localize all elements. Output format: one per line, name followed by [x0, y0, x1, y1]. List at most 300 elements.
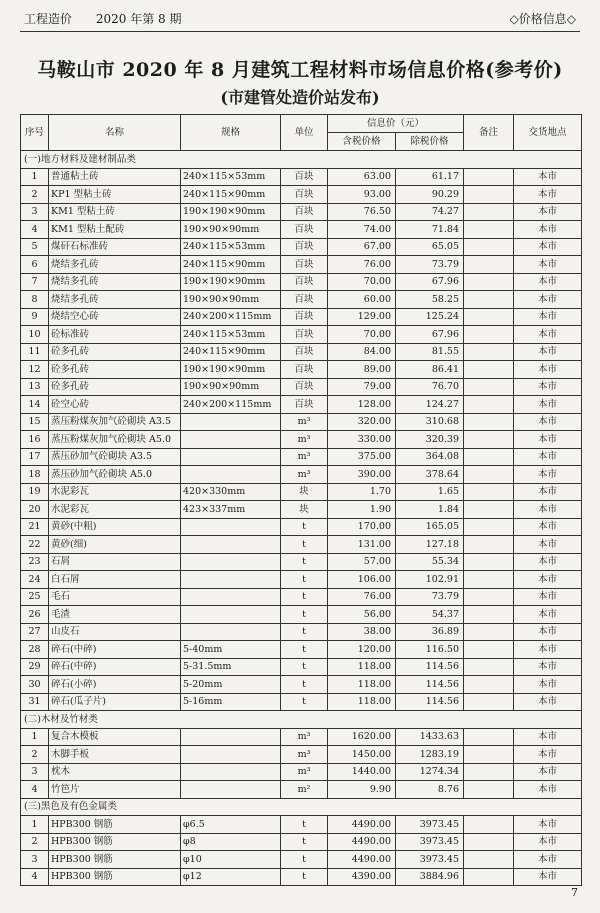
section-row [21, 798, 582, 816]
unit: t [281, 693, 328, 711]
spec: 420×330mm [181, 483, 281, 501]
price-tax-excl: 76.70 [396, 378, 464, 396]
price-tax-excl: 90.29 [396, 186, 464, 204]
unit: m³ [281, 746, 328, 764]
price-tax-incl: 1450.00 [328, 746, 396, 764]
col-name: 名称 [49, 115, 181, 151]
price-tax-incl: 63.00 [328, 168, 396, 186]
remark [464, 361, 514, 379]
remark [464, 553, 514, 571]
journal-issue: 2020 年第 8 期 [95, 12, 182, 26]
remark [464, 763, 514, 781]
delivery-place: 本市 [514, 221, 582, 239]
row-number: 5 [21, 238, 49, 256]
spec: 423×337mm [181, 501, 281, 519]
row-number: 21 [21, 518, 49, 536]
material-name: 碎石(中碎) [49, 658, 181, 676]
price-tax-excl: 86.41 [396, 361, 464, 379]
delivery-place: 本市 [514, 536, 582, 554]
delivery-place: 本市 [514, 641, 582, 659]
document-title: 马鞍山市 2020 年 8 月建筑工程材料市场信息价格(参考价) [37, 59, 563, 81]
unit: t [281, 833, 328, 851]
spec [181, 746, 281, 764]
remark [464, 606, 514, 624]
unit: t [281, 518, 328, 536]
price-tax-incl: 170.00 [328, 518, 396, 536]
material-name: 烧结空心砖 [49, 308, 181, 326]
material-name: 山皮石 [49, 623, 181, 641]
row-number: 4 [21, 221, 49, 239]
section-title: (一)地方材料及建材制品类 [21, 151, 582, 169]
remark [464, 291, 514, 309]
material-name: 复合木模板 [49, 728, 181, 746]
price-tax-excl: 1.65 [396, 483, 464, 501]
material-name: 碎石(瓜子片) [49, 693, 181, 711]
table-row [21, 501, 582, 519]
material-name: 黄砂(中粗) [49, 518, 181, 536]
unit: 块 [281, 501, 328, 519]
price-tax-excl: 74.27 [396, 203, 464, 221]
price-tax-incl: 118.00 [328, 658, 396, 676]
price-tax-incl: 93.00 [328, 186, 396, 204]
price-tax-incl: 1620.00 [328, 728, 396, 746]
spec: 240×115×53mm [181, 168, 281, 186]
table-row [21, 623, 582, 641]
delivery-place: 本市 [514, 676, 582, 694]
material-name: 砼标准砖 [49, 326, 181, 344]
row-number: 22 [21, 536, 49, 554]
remark [464, 413, 514, 431]
spec [181, 606, 281, 624]
row-number: 1 [21, 168, 49, 186]
remark [464, 746, 514, 764]
table-row [21, 203, 582, 221]
remark [464, 571, 514, 589]
material-name: 水泥彩瓦 [49, 483, 181, 501]
spec: 190×190×90mm [181, 203, 281, 221]
row-number: 9 [21, 308, 49, 326]
row-number: 31 [21, 693, 49, 711]
unit: t [281, 851, 328, 869]
price-tax-excl: 1433.63 [396, 728, 464, 746]
price-tax-incl: 76.00 [328, 256, 396, 274]
spec: 240×115×53mm [181, 238, 281, 256]
table-row [21, 238, 582, 256]
section-row [21, 151, 582, 169]
unit: t [281, 623, 328, 641]
spec [181, 728, 281, 746]
remark [464, 273, 514, 291]
delivery-place: 本市 [514, 501, 582, 519]
price-tax-incl: 84.00 [328, 343, 396, 361]
unit: 百块 [281, 256, 328, 274]
material-name: 竹笆片 [49, 781, 181, 799]
table-row [21, 361, 582, 379]
table-row [21, 658, 582, 676]
unit: 百块 [281, 308, 328, 326]
row-number: 3 [21, 851, 49, 869]
remark [464, 203, 514, 221]
price-tax-excl: 73.79 [396, 588, 464, 606]
price-table [20, 114, 582, 886]
row-number: 6 [21, 256, 49, 274]
delivery-place: 本市 [514, 658, 582, 676]
delivery-place: 本市 [514, 693, 582, 711]
price-tax-excl: 67.96 [396, 326, 464, 344]
document-subtitle: (市建管处造价站发布) [220, 88, 380, 107]
table-row [21, 413, 582, 431]
price-tax-excl: 102.91 [396, 571, 464, 589]
unit: 百块 [281, 186, 328, 204]
table-row [21, 291, 582, 309]
unit: m³ [281, 448, 328, 466]
spec: 5-40mm [181, 641, 281, 659]
price-tax-excl: 125.24 [396, 308, 464, 326]
spec [181, 623, 281, 641]
table-row [21, 606, 582, 624]
journal-name: 工程造价 [24, 12, 73, 26]
row-number: 10 [21, 326, 49, 344]
price-tax-excl: 114.56 [396, 658, 464, 676]
price-tax-excl: 1274.34 [396, 763, 464, 781]
material-name: 木脚手板 [49, 746, 181, 764]
unit: t [281, 536, 328, 554]
delivery-place: 本市 [514, 588, 582, 606]
spec: φ10 [181, 851, 281, 869]
row-number: 15 [21, 413, 49, 431]
price-tax-incl: 106.00 [328, 571, 396, 589]
table-row [21, 483, 582, 501]
row-number: 20 [21, 501, 49, 519]
remark [464, 588, 514, 606]
table-row [21, 273, 582, 291]
spec [181, 571, 281, 589]
row-number: 3 [21, 203, 49, 221]
header-divider [20, 31, 580, 32]
remark [464, 833, 514, 851]
price-tax-incl: 9.90 [328, 781, 396, 799]
spec: 190×90×90mm [181, 221, 281, 239]
unit: m³ [281, 466, 328, 484]
price-tax-excl: 1283.19 [396, 746, 464, 764]
table-row [21, 431, 582, 449]
delivery-place: 本市 [514, 203, 582, 221]
spec: 5-20mm [181, 676, 281, 694]
spec [181, 413, 281, 431]
material-name: 砼多孔砖 [49, 378, 181, 396]
row-number: 2 [21, 833, 49, 851]
price-tax-excl: 36.89 [396, 623, 464, 641]
remark [464, 536, 514, 554]
remark [464, 466, 514, 484]
material-name: 烧结多孔砖 [49, 273, 181, 291]
price-tax-excl: 114.56 [396, 676, 464, 694]
material-name: 蒸压砂加气砼砌块 A5.0 [49, 466, 181, 484]
row-number: 11 [21, 343, 49, 361]
delivery-place: 本市 [514, 868, 582, 886]
spec: φ6.5 [181, 816, 281, 834]
delivery-place: 本市 [514, 518, 582, 536]
unit: 百块 [281, 326, 328, 344]
material-name: HPB300 钢筋 [49, 851, 181, 869]
unit: 百块 [281, 203, 328, 221]
spec: 240×200×115mm [181, 396, 281, 414]
material-name: 石屑 [49, 553, 181, 571]
material-name: 碎石(中碎) [49, 641, 181, 659]
price-tax-excl: 364.08 [396, 448, 464, 466]
delivery-place: 本市 [514, 326, 582, 344]
delivery-place: 本市 [514, 763, 582, 781]
remark [464, 693, 514, 711]
spec [181, 466, 281, 484]
remark [464, 728, 514, 746]
unit: t [281, 553, 328, 571]
price-tax-incl: 74.00 [328, 221, 396, 239]
price-tax-excl: 3973.45 [396, 851, 464, 869]
unit: t [281, 676, 328, 694]
unit: 百块 [281, 221, 328, 239]
delivery-place: 本市 [514, 851, 582, 869]
material-name: 毛渣 [49, 606, 181, 624]
delivery-place: 本市 [514, 413, 582, 431]
material-name: HPB300 钢筋 [49, 868, 181, 886]
spec [181, 781, 281, 799]
material-name: 蒸压粉煤灰加气砼砌块 A3.5 [49, 413, 181, 431]
table-row [21, 693, 582, 711]
remark [464, 308, 514, 326]
delivery-place: 本市 [514, 448, 582, 466]
price-tax-incl: 4490.00 [328, 833, 396, 851]
spec: 240×115×90mm [181, 343, 281, 361]
unit: 百块 [281, 291, 328, 309]
material-name: KM1 型粘土配砖 [49, 221, 181, 239]
price-tax-incl: 1440.00 [328, 763, 396, 781]
row-number: 13 [21, 378, 49, 396]
remark [464, 676, 514, 694]
delivery-place: 本市 [514, 483, 582, 501]
delivery-place: 本市 [514, 431, 582, 449]
material-name: 蒸压粉煤灰加气砼砌块 A5.0 [49, 431, 181, 449]
table-header [21, 115, 582, 151]
price-tax-excl: 71.84 [396, 221, 464, 239]
delivery-place: 本市 [514, 291, 582, 309]
col-no: 序号 [21, 115, 49, 151]
table-row [21, 728, 582, 746]
material-name: KM1 型粘土砖 [49, 203, 181, 221]
table-body [21, 151, 582, 886]
remark [464, 781, 514, 799]
table-row [21, 343, 582, 361]
delivery-place: 本市 [514, 343, 582, 361]
material-name: HPB300 钢筋 [49, 816, 181, 834]
spec: 240×115×53mm [181, 326, 281, 344]
price-tax-excl: 378.64 [396, 466, 464, 484]
table-row [21, 676, 582, 694]
price-tax-incl: 1.90 [328, 501, 396, 519]
price-tax-excl: 3973.45 [396, 816, 464, 834]
price-tax-excl: 65.05 [396, 238, 464, 256]
delivery-place: 本市 [514, 308, 582, 326]
unit: t [281, 588, 328, 606]
col-price-group: 信息价（元） [328, 115, 464, 133]
remark [464, 816, 514, 834]
price-tax-incl: 56.00 [328, 606, 396, 624]
remark [464, 256, 514, 274]
spec: φ12 [181, 868, 281, 886]
price-tax-incl: 129.00 [328, 308, 396, 326]
price-tax-incl: 76.00 [328, 588, 396, 606]
price-tax-excl: 67.96 [396, 273, 464, 291]
remark [464, 343, 514, 361]
page-header [20, 8, 580, 28]
row-number: 24 [21, 571, 49, 589]
remark [464, 431, 514, 449]
section-label: ◇价格信息◇ [509, 12, 576, 26]
remark [464, 868, 514, 886]
row-number: 18 [21, 466, 49, 484]
table-row [21, 816, 582, 834]
table-row [21, 536, 582, 554]
delivery-place: 本市 [514, 378, 582, 396]
unit: m³ [281, 763, 328, 781]
price-tax-incl: 390.00 [328, 466, 396, 484]
section-row [21, 711, 582, 729]
spec: 240×200×115mm [181, 308, 281, 326]
col-tax-excl: 除税价格 [396, 133, 464, 151]
material-name: 砼空心砖 [49, 396, 181, 414]
delivery-place: 本市 [514, 833, 582, 851]
table-row [21, 466, 582, 484]
price-tax-excl: 1.84 [396, 501, 464, 519]
row-number: 23 [21, 553, 49, 571]
material-name: 砼多孔砖 [49, 343, 181, 361]
delivery-place: 本市 [514, 816, 582, 834]
material-name: 煤矸石标准砖 [49, 238, 181, 256]
journal-info [24, 10, 181, 27]
row-number: 27 [21, 623, 49, 641]
delivery-place: 本市 [514, 273, 582, 291]
delivery-place: 本市 [514, 168, 582, 186]
row-number: 2 [21, 186, 49, 204]
price-tax-excl: 116.50 [396, 641, 464, 659]
unit: 百块 [281, 378, 328, 396]
price-tax-excl: 81.55 [396, 343, 464, 361]
unit: m³ [281, 728, 328, 746]
table-row [21, 588, 582, 606]
material-name: 砼多孔砖 [49, 361, 181, 379]
row-number: 3 [21, 763, 49, 781]
remark [464, 378, 514, 396]
remark [464, 168, 514, 186]
table-row [21, 763, 582, 781]
price-tax-excl: 54.37 [396, 606, 464, 624]
price-tax-incl: 4390.00 [328, 868, 396, 886]
table-row [21, 553, 582, 571]
remark [464, 326, 514, 344]
row-number: 12 [21, 361, 49, 379]
price-tax-excl: 165.05 [396, 518, 464, 536]
material-name: 蒸压砂加气砼砌块 A3.5 [49, 448, 181, 466]
price-tax-excl: 55.34 [396, 553, 464, 571]
remark [464, 518, 514, 536]
table-row [21, 221, 582, 239]
unit: m² [281, 781, 328, 799]
section-title: (二)木材及竹材类 [21, 711, 582, 729]
delivery-place: 本市 [514, 361, 582, 379]
unit: 百块 [281, 238, 328, 256]
material-name: 枕木 [49, 763, 181, 781]
delivery-place: 本市 [514, 238, 582, 256]
row-number: 1 [21, 728, 49, 746]
spec: 240×115×90mm [181, 256, 281, 274]
unit: 百块 [281, 343, 328, 361]
material-name: 烧结多孔砖 [49, 256, 181, 274]
table-row [21, 833, 582, 851]
unit: t [281, 641, 328, 659]
remark [464, 658, 514, 676]
unit: 百块 [281, 361, 328, 379]
price-tax-incl: 375.00 [328, 448, 396, 466]
delivery-place: 本市 [514, 606, 582, 624]
table-row [21, 378, 582, 396]
price-tax-incl: 70.00 [328, 273, 396, 291]
price-tax-incl: 38.00 [328, 623, 396, 641]
spec: φ8 [181, 833, 281, 851]
delivery-place: 本市 [514, 466, 582, 484]
table-row [21, 851, 582, 869]
row-number: 19 [21, 483, 49, 501]
delivery-place: 本市 [514, 781, 582, 799]
delivery-place: 本市 [514, 571, 582, 589]
table-row [21, 396, 582, 414]
col-remark: 备注 [464, 115, 514, 151]
spec [181, 588, 281, 606]
material-name: HPB300 钢筋 [49, 833, 181, 851]
remark [464, 448, 514, 466]
price-tax-incl: 4490.00 [328, 851, 396, 869]
remark [464, 186, 514, 204]
price-tax-excl: 127.18 [396, 536, 464, 554]
price-tax-incl: 57.00 [328, 553, 396, 571]
spec [181, 431, 281, 449]
row-number: 4 [21, 868, 49, 886]
unit: t [281, 658, 328, 676]
table-row [21, 448, 582, 466]
remark [464, 501, 514, 519]
spec: 5-31.5mm [181, 658, 281, 676]
row-number: 26 [21, 606, 49, 624]
price-tax-incl: 120.00 [328, 641, 396, 659]
delivery-place: 本市 [514, 746, 582, 764]
table-row [21, 868, 582, 886]
price-tax-incl: 320.00 [328, 413, 396, 431]
unit: 百块 [281, 396, 328, 414]
material-name: 黄砂(细) [49, 536, 181, 554]
table-row [21, 746, 582, 764]
price-tax-incl: 118.00 [328, 676, 396, 694]
delivery-place: 本市 [514, 728, 582, 746]
table-row [21, 781, 582, 799]
row-number: 4 [21, 781, 49, 799]
price-tax-incl: 128.00 [328, 396, 396, 414]
unit: t [281, 868, 328, 886]
row-number: 14 [21, 396, 49, 414]
remark [464, 623, 514, 641]
spec [181, 763, 281, 781]
material-name: 碎石(小碎) [49, 676, 181, 694]
row-number: 28 [21, 641, 49, 659]
price-tax-incl: 1.70 [328, 483, 396, 501]
